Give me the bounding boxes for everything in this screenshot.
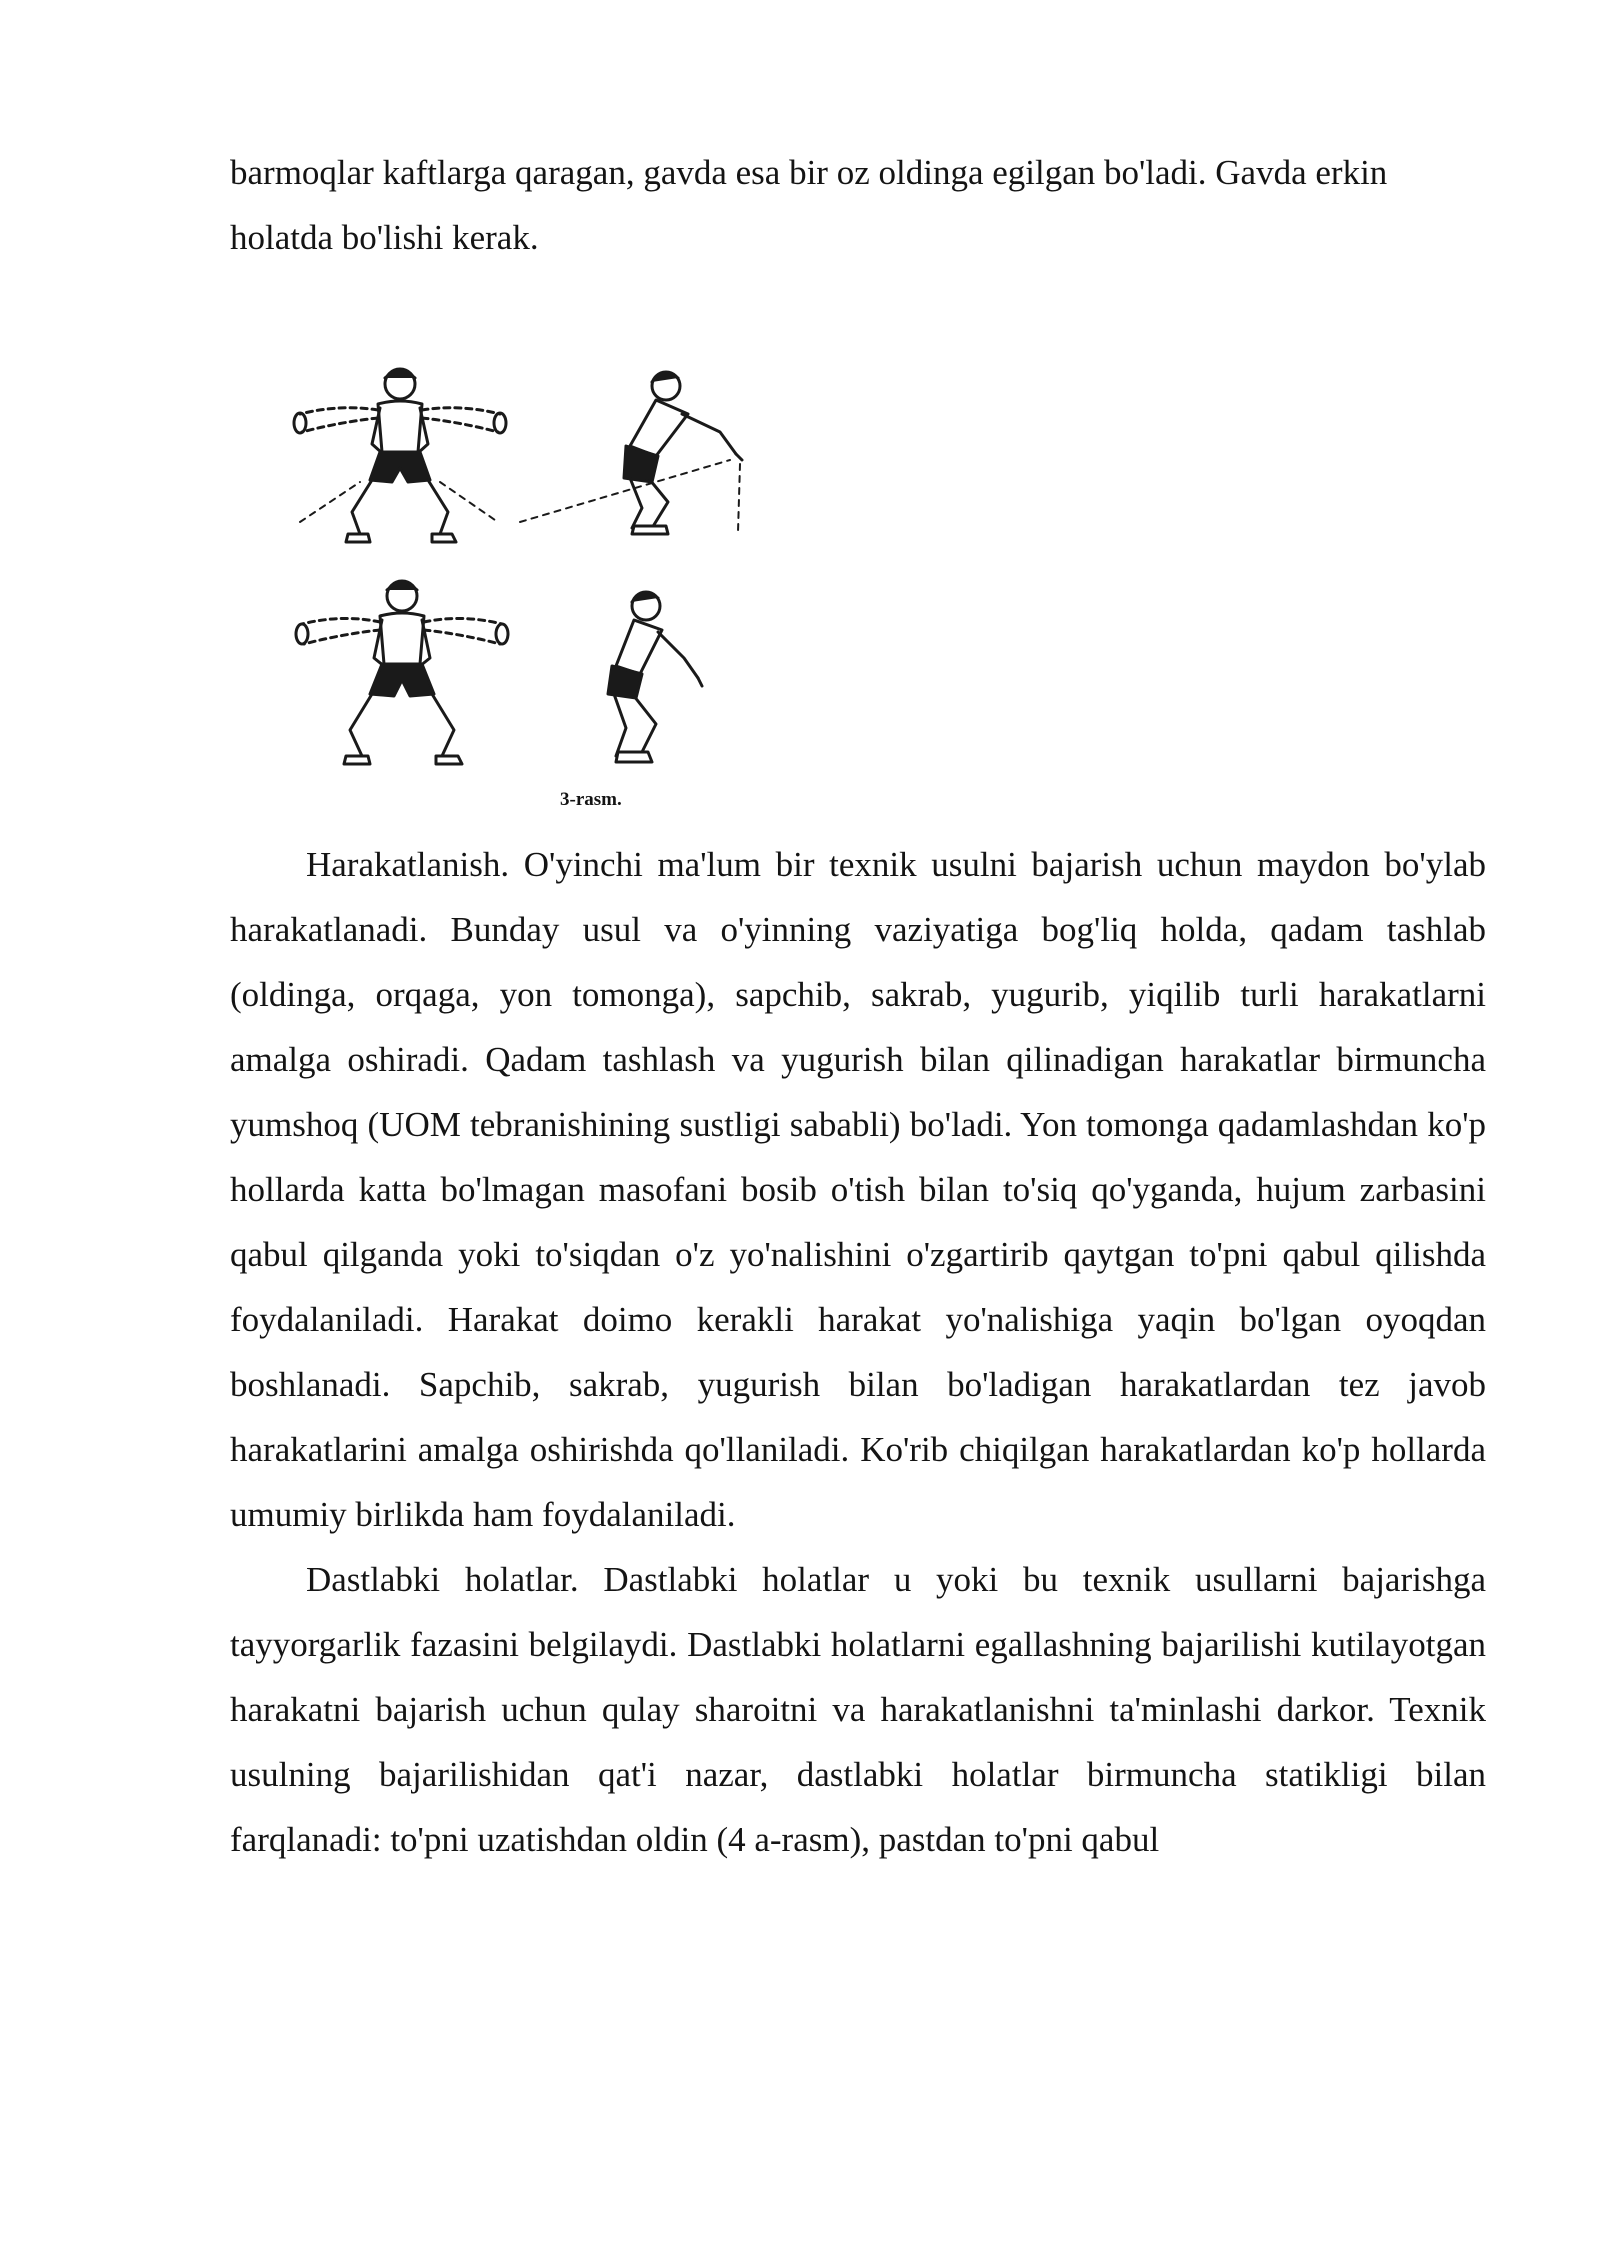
side-stance-figure-top [520,372,742,534]
volleyball-stance-illustration [290,352,850,822]
side-stance-figure-bottom [608,592,702,762]
paragraph-continuation: barmoqlar kaftlarga qaragan, gavda esa bir oz oldinga egilgan bo'ladi. Gavda erkin holatda bo'lishi kerak. [230,153,1388,257]
document-page [230,140,1486,1872]
front-stance-figure-top [294,369,506,542]
paragraph-harakatlanish: Harakatlanish. O'yinchi ma'lum bir texnik usulni bajarish uchun maydon bo'ylab harakatlanadi. Bunday usul va o'yinning vaziyatiga bog'liq holda, qadam tashlab (oldinga, orqaga, yon tomonga), sapchib, sakrab, yugurib, yiqilib turli harakatlarni amalga oshiradi. Qadam tashlash va yugurish bilan qilinadigan harakatlar birmuncha yumshoq (UOM tebranishining sustligi sababli) bo'ladi. Yon tomonga qadamlashdan ko'p hollarda katta bo'lmagan masofani bosib o'tish bilan to'siq qo'yganda, hujum zarbasini qabul qilganda yoki to'siqdan o'z yo'nalishini o'zgartirib qaytgan to'pni qabul qilishda foydalaniladi. Harakat doimo kerakli harakat yo'nalishiga yaqin bo'lgan oyoqdan boshlanadi. Sapchib, sakrab, yugurish bilan bo'ladigan harakatlardan tez javob harakatlarini amalga oshirishda qo'llaniladi. Ko'rib chiqilgan harakatlardan ko'p hollarda umumiy birlikda ham foydalaniladi. [230,845,1486,1534]
paragraph-dastlabki-holatlar: Dastlabki holatlar. Dastlabki holatlar u yoki bu texnik usullarni bajarishga tayyorgarlik fazasini belgilaydi. Dastlabki holatlarni egallashning bajarilishi kutilayotgan harakatni bajarish uchun qulay sharoitni va harakatlanishni ta'minlashi darkor. Texnik usulning bajarilishidan qat'i nazar, dastlabki holatlar birmuncha statikligi bilan farqlanadi: to'pni uzatishdan oldin (4 a-rasm), pastdan to'pni qabul [230,1560,1486,1859]
figure-caption: 3-rasm. [560,789,622,810]
figure-3 [290,352,850,822]
front-stance-figure-bottom [296,581,508,764]
